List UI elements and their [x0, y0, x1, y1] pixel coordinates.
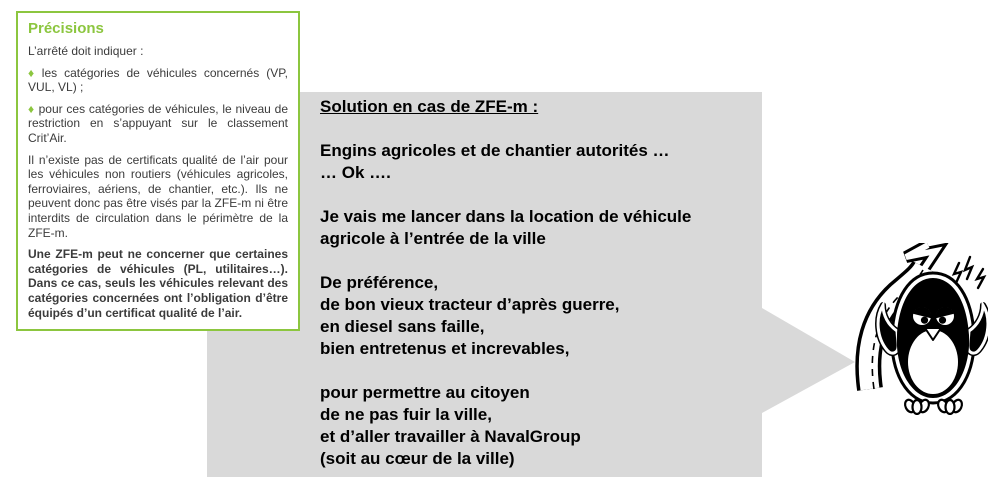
precisions-bullet-text: les catégories de véhicules concernés (VP, VUL, VL) ; [28, 65, 289, 95]
speech-paragraph [320, 140, 760, 184]
precisions-bullet-item [28, 66, 288, 95]
penguin-left-foot [903, 398, 931, 414]
diamond-bullet-icon: ♦ [28, 65, 38, 80]
precisions-paragraph: Il n’existe pas de certificats qualité de l’air pour les véhicules non routiers (véhicules agricoles, ferroviaires, aériens, de chantier, etc.). Ils ne peuvent donc pas être visés par la ZFE-m ni être interdits de circulation dans le périmètre de la ZFE-m. [28, 152, 288, 240]
speech-line: … Ok …. [320, 163, 391, 182]
annoyance-marks-icon [954, 257, 984, 288]
speech-line: de ne pas fuir la ville, [320, 405, 492, 424]
speech-paragraph [320, 206, 760, 250]
speech-line: De préférence, [320, 273, 439, 292]
speech-paragraph [320, 272, 760, 360]
speech-line: Je vais me lancer dans la location de véhicule [320, 207, 692, 226]
speech-line: pour permettre au citoyen [320, 383, 530, 402]
speech-line: et d’aller travailler à NavalGroup [320, 427, 581, 446]
speech-paragraph [320, 382, 760, 470]
precisions-intro: L’arrêté doit indiquer : [28, 44, 144, 58]
speech-line: agricole à l’entrée de la ville [320, 229, 546, 248]
speech-line: Engins agricoles et de chantier autorités … [320, 141, 670, 160]
precisions-box [16, 11, 300, 331]
precisions-bullet-item [28, 102, 288, 146]
speech-heading: Solution en cas de ZFE-m : [320, 97, 539, 116]
precisions-bullet-text: pour ces catégories de véhicules, le niveau de restriction en s’appuyant sur le classement Crit’Air. [28, 101, 288, 145]
penguin-right-foot [936, 398, 964, 414]
angry-penguin-illustration [838, 243, 988, 415]
speech-bubble-text [320, 96, 760, 470]
precisions-title: Précisions [28, 20, 104, 37]
precisions-paragraph-bold: Une ZFE-m peut ne concerner que certaines catégories de véhicules (PL, utilitaires…). Dans ce cas, seuls les véhicules relevant des catégories concernées ont l’obligation d’être équipés d’un certificat qualité de l’air. [28, 247, 288, 320]
speech-line: (soit au cœur de la ville) [320, 449, 515, 468]
speech-line: en diesel sans faille, [320, 317, 485, 336]
speech-line: bien entretenus et increvables, [320, 339, 570, 358]
diamond-bullet-icon: ♦ [28, 101, 35, 116]
speech-line: de bon vieux tracteur d’après guerre, [320, 295, 620, 314]
